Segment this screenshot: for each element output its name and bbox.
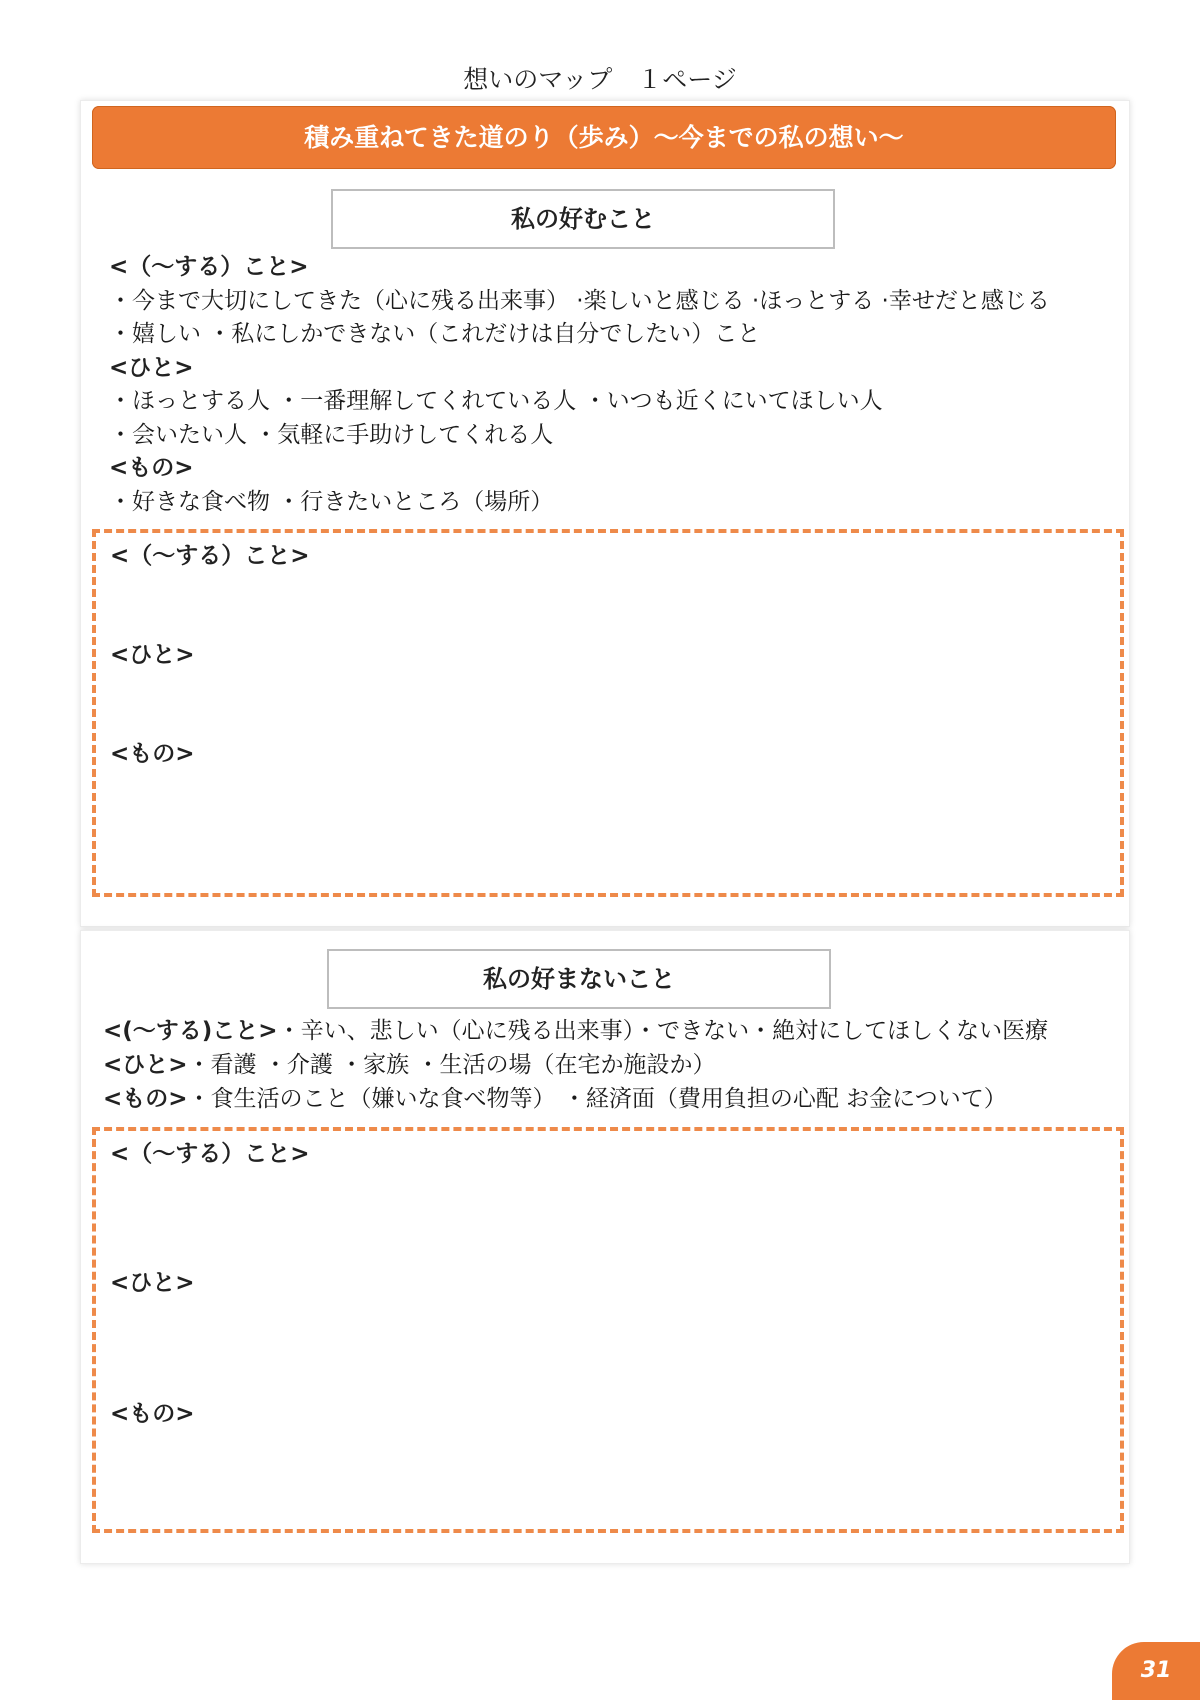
dislikes-write-area[interactable] <box>92 1127 1124 1533</box>
dislikes-example-category: <(～する)こと> <box>103 1018 278 1044</box>
likes-examples <box>109 251 1125 519</box>
page-title: 想いのマップ １ページ <box>463 65 737 94</box>
likes-write-area[interactable] <box>92 529 1124 897</box>
likes-example-line: ・ほっとする人 ・一番理解してくれている人 ・いつも近くにいてほしい人 <box>109 388 883 414</box>
likes-example-line: ・嬉しい ・私にしかできない（これだけは自分でしたい）こと <box>109 321 761 347</box>
dislikes-example-category: <ひと> <box>103 1052 188 1078</box>
likes-field-objects-label: <もの> <box>110 741 195 767</box>
likes-heading: 私の好むこと <box>331 189 835 249</box>
likes-field-people-label: <ひと> <box>110 642 195 668</box>
likes-example-line: <ひと> <box>109 354 194 381</box>
dislikes-field-people-label: <ひと> <box>110 1270 195 1296</box>
dislikes-example-text: ・辛い、悲しい（心に残る出来事）・できない・絶対にしてほしくない医療 <box>277 1018 1049 1044</box>
dislikes-example-text: ・看護 ・介護 ・家族 ・生活の場（在宅か施設か） <box>187 1052 716 1078</box>
dislikes-example-line <box>103 1014 1125 1048</box>
likes-example-line: <（～する）こと> <box>109 254 309 280</box>
dislikes-example-text: ・食生活のこと（嫌いな食べ物等） ・経済面（費用負担の心配 お金について） <box>187 1086 1007 1112</box>
section-banner: 積み重ねてきた道のり（歩み）～今までの私の想い～ <box>92 106 1116 169</box>
dislikes-example-category: <もの> <box>103 1086 188 1112</box>
likes-field-things-to-do-label: <（～する）こと> <box>110 543 310 569</box>
dislikes-field-things-to-do-label: <（～する）こと> <box>110 1141 310 1167</box>
likes-example-line: <もの> <box>109 455 194 481</box>
page-number: 31 <box>1112 1642 1200 1700</box>
dislikes-example-line <box>103 1048 1125 1082</box>
dislikes-card <box>80 930 1130 1564</box>
dislikes-examples <box>103 1014 1125 1116</box>
dislikes-example-line <box>103 1082 1125 1116</box>
likes-example-line: ・会いたい人 ・気軽に手助けしてくれる人 <box>109 421 554 448</box>
dislikes-field-objects-label: <もの> <box>110 1401 195 1427</box>
likes-example-line: ・今まで大切にしてきた（心に残る出来事） ·楽しいと感じる ·ほっとする ·幸せだと感じる <box>109 287 1050 314</box>
likes-example-line: ・好きな食べ物 ・行きたいところ（場所） <box>109 488 554 515</box>
dislikes-heading: 私の好まないこと <box>327 949 831 1009</box>
likes-card <box>80 100 1130 927</box>
